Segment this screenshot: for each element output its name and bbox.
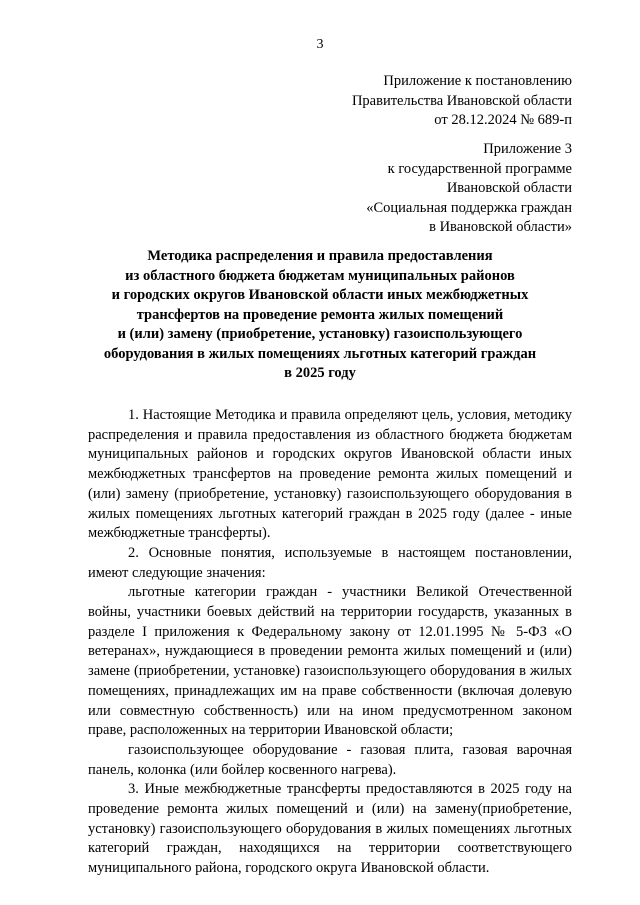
appendix-program-line: в Ивановской области»	[429, 219, 572, 235]
appendix-resolution-block	[352, 72, 572, 131]
title-line: Методика распределения и правила предоставления	[147, 248, 493, 264]
appendix-resolution-line: Приложение к постановлению	[383, 73, 572, 89]
definition-gas-equipment: газоиспользующее оборудование - газовая плита, газовая варочная панель, колонка (или бойлер косвенного нагрева).	[88, 741, 572, 778]
title-line: оборудования в жилых помещениях льготных категорий граждан	[103, 345, 537, 362]
title-line: и городских округов Ивановской области иных межбюджетных	[111, 287, 529, 303]
paragraph-3-transfers: 3. Иные межбюджетные трансферты предоставляются в 2025 году на проведение ремонта жилых помещений и (или) на замену(приобретение, установку) газоиспользующего оборудования в жилых помещениях льготных категорий граждан, находящихся на территории соответствующего муниципального района, городского округа Ивановской области.	[88, 781, 572, 877]
appendix-program-line: Приложение 3	[483, 141, 572, 157]
title-line: в 2025 году	[284, 365, 356, 381]
document-body	[88, 406, 572, 879]
appendix-program-line: Ивановской области	[446, 180, 572, 196]
page-number: 3	[316, 37, 324, 52]
definition-preferential-categories: льготные категории граждан - участники Великой Отечественной войны, участники боевых действий на территории государств, указанных в разделе I приложения к Федеральному закону от 12.01.1995 № 5-ФЗ «О ветеранах», нуждающиеся в проведении ремонта жилых помещений и (или) замене (приобретении, установке) газоиспользующего оборудования в жилых помещениях, принадлежащих им на праве собственности (включая долевую или совместную собственность) или на ином предусмотренном законом праве, расположенных на территории Ивановской области;	[88, 584, 572, 739]
appendix-program-line: «Социальная поддержка граждан	[366, 199, 572, 216]
appendix-program-block	[366, 140, 572, 238]
title-line: и (или) замену (приобретение, установку) газоиспользующего	[117, 326, 523, 342]
paragraph-1-purpose: 1. Настоящие Методика и правила определяют цель, условия, методику распределения и правила предоставления из областного бюджета бюджетам муниципальных районов и городских округов Ивановской области иных межбюджетных трансфертов на проведение ремонта жилых помещений и (или) замену (приобретение, установку) газоиспользующего оборудования в жилых помещениях льготных категорий граждан в 2025 году (далее - иные межбюджетные трансферты).	[88, 407, 572, 542]
appendix-resolution-line: Правительства Ивановской области	[351, 92, 572, 109]
document-title	[0, 247, 640, 384]
paragraph-2-definitions-intro: 2. Основные понятия, используемые в настоящем постановлении, имеют следующие значения:	[88, 544, 572, 581]
appendix-program-line: к государственной программе	[387, 160, 572, 177]
title-line: трансфертов на проведение ремонта жилых помещений	[136, 306, 504, 323]
title-line: из областного бюджета бюджетам муниципальных районов	[125, 267, 515, 284]
appendix-resolution-line: от 28.12.2024 № 689-п	[434, 112, 572, 128]
